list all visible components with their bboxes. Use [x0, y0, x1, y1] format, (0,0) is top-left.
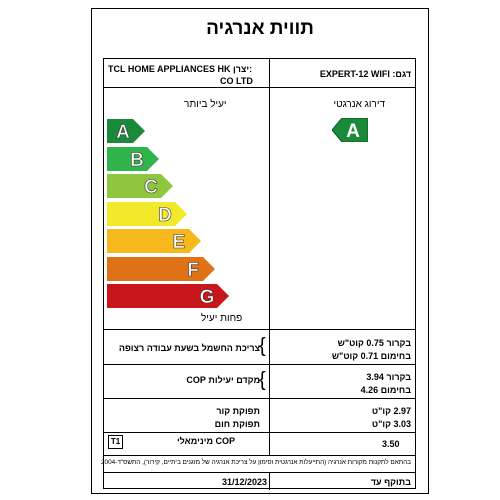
- column-divider: [269, 59, 270, 455]
- divider: [104, 398, 415, 399]
- scale-arrow-e: [107, 229, 203, 253]
- cop-values: [361, 371, 411, 397]
- power-cooling: בקרור 0.75 קוט"ש: [337, 338, 411, 348]
- model-value: EXPERT-12 WIFI: [319, 69, 390, 79]
- scale-letter: E: [172, 232, 186, 253]
- most-efficient-label: יעיל ביותר: [184, 99, 227, 110]
- manufacturer-value-cont: CO LTD: [220, 76, 253, 86]
- scale-arrow-a: [107, 119, 147, 143]
- model-label: דגם:: [392, 69, 411, 79]
- divider: [104, 87, 415, 88]
- cop-cooling: בקרור 3.94: [366, 372, 411, 382]
- capacity-labels: [215, 405, 260, 431]
- rating-arrow: [332, 118, 368, 142]
- rating-arrow-shape: [332, 118, 368, 142]
- rating-letter: A: [346, 121, 360, 142]
- min-cop-label: COP מינימאלי: [176, 436, 235, 446]
- scale-letter: D: [158, 204, 172, 226]
- cop-heating: בחימום 4.26: [360, 385, 411, 395]
- min-cop-class-box: T1: [108, 435, 123, 449]
- model-cell: [320, 69, 411, 79]
- scale-letter: C: [144, 177, 158, 198]
- column-divider: [269, 472, 270, 490]
- energy-label-table: [100, 58, 416, 489]
- heating-capacity-label: תפוקת חום: [214, 419, 260, 429]
- cooling-capacity-value: 2.97 קו"ט: [371, 406, 411, 416]
- scale-letter: A: [116, 122, 130, 143]
- footnote: בהתאם לתקנות מקורות אנרגיה (התייעלות אנרגטית וסימון על צריכת אנרגיה של מזגנים ביתיים, קירור), התשס"ד-2004: [100, 459, 411, 466]
- divider: [104, 455, 415, 456]
- manufacturer-label: יצרן:: [233, 64, 253, 74]
- power-values: [332, 337, 411, 363]
- scale-arrow-b: [107, 147, 161, 171]
- power-heating: בחימום 0.71 קוט"ש: [331, 351, 411, 361]
- divider: [104, 472, 415, 473]
- brace-icon: {: [259, 369, 266, 391]
- energy-rating-heading: דירוג אנרגטי: [333, 99, 385, 110]
- cop-label: מקדם יעילות COP: [186, 375, 260, 385]
- divider: [104, 432, 415, 433]
- capacity-values: [372, 405, 411, 431]
- valid-until-label: בתוקף עד: [370, 477, 411, 487]
- scale-arrow-shape: [107, 229, 201, 253]
- brace-icon: {: [259, 335, 266, 357]
- scale-arrow-c: [107, 174, 175, 198]
- min-cop-value: 3.50: [382, 439, 400, 449]
- heating-capacity-value: 3.03 קו"ט: [371, 419, 411, 429]
- scale-letter: G: [199, 287, 215, 308]
- scale-arrow-shape: [107, 202, 187, 226]
- scale-letter: F: [187, 259, 199, 281]
- cooling-capacity-label: תפוקת קור: [216, 406, 260, 416]
- scale-arrow-shape: [107, 174, 173, 198]
- divider: [104, 329, 415, 330]
- least-efficient-label: פחות יעיל: [201, 313, 243, 324]
- power-consumption-label: צריכת החשמל בשעת עבודה רצופה: [118, 343, 260, 353]
- manufacturer-cell: [108, 63, 268, 87]
- scale-arrow-d: [107, 202, 189, 226]
- valid-until-value: 31/12/2023: [222, 477, 268, 487]
- scale-letter: B: [130, 149, 144, 171]
- scale-arrow-f: [107, 257, 217, 281]
- scale-arrow-g: [107, 284, 231, 308]
- divider: [104, 364, 415, 365]
- label-title: תווית אנרגיה: [206, 18, 314, 39]
- manufacturer-value: TCL HOME APPLIANCES HK: [108, 64, 231, 74]
